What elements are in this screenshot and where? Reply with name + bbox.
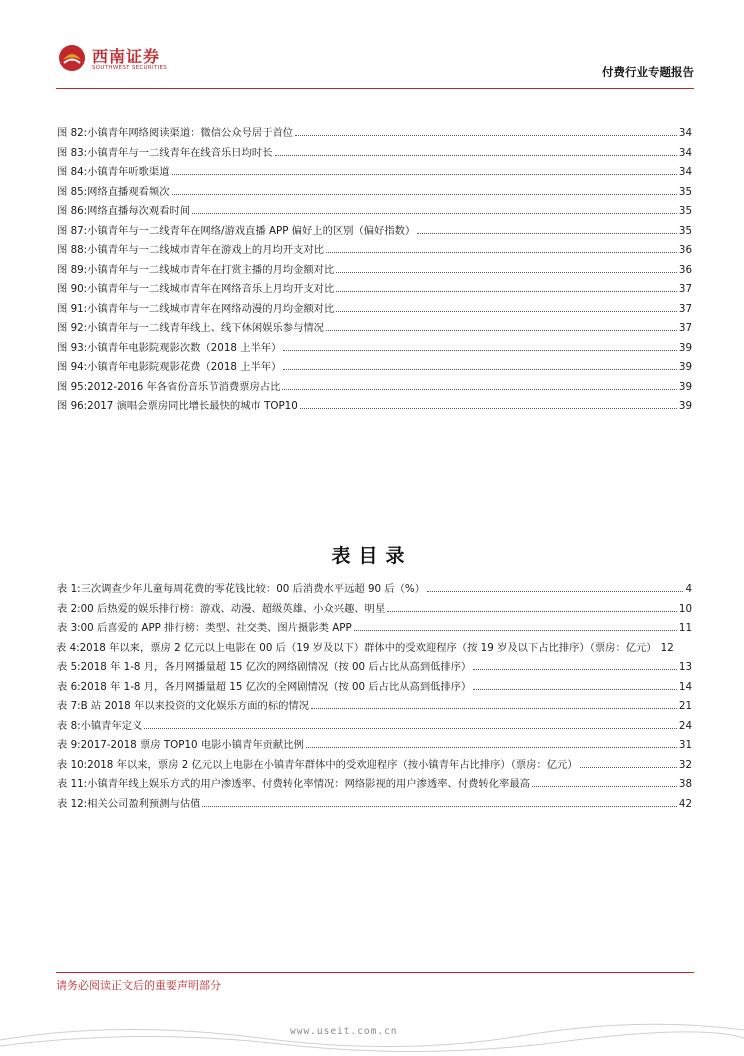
toc-entry-label: 表 8: bbox=[57, 719, 81, 732]
toc-entry-page: 39 bbox=[678, 341, 692, 354]
toc-entry-label: 表 10: bbox=[57, 758, 88, 771]
toc-entry-label: 图 91: bbox=[57, 302, 88, 315]
toc-entry-page: 37 bbox=[678, 283, 692, 295]
toc-entry-title: 小镇青年与一二线青年在网络/游戏直播 APP 偏好上的区别（偏好指数） bbox=[87, 224, 416, 237]
toc-entry-title: 小镇青年听歌渠道 bbox=[87, 166, 170, 178]
toc-entry-label: 表 4: bbox=[56, 641, 80, 654]
toc-leader-dots bbox=[326, 241, 677, 253]
toc-entry-page: 35 bbox=[678, 205, 692, 217]
toc-leader-dots bbox=[354, 619, 677, 631]
toc-entry-label: 表 6: bbox=[57, 680, 81, 693]
toc-leader-dots bbox=[336, 280, 677, 292]
toc-entry-page: 14 bbox=[678, 680, 692, 693]
toc-entry-page: 12 bbox=[660, 641, 674, 654]
toc-entry-page: 39 bbox=[678, 400, 692, 412]
toc-entry[interactable] bbox=[56, 756, 692, 776]
toc-leader-dots bbox=[144, 717, 677, 729]
toc-entry-title: 2018 年 1-8 月，各月网播量超 15 亿次的网络剧情况（按 00 后占比从高到低排序） bbox=[80, 661, 472, 673]
toc-entry[interactable] bbox=[56, 678, 692, 698]
toc-entry[interactable] bbox=[56, 280, 692, 300]
toc-entry-label: 图 83: bbox=[57, 146, 88, 159]
toc-entry-label: 图 95: bbox=[57, 380, 88, 393]
toc-entry[interactable] bbox=[56, 241, 692, 261]
toc-entry-label: 表 3: bbox=[57, 622, 81, 634]
toc-entry[interactable] bbox=[56, 124, 692, 144]
toc-entry-label: 图 90: bbox=[57, 283, 88, 295]
toc-leader-dots bbox=[427, 580, 683, 592]
toc-entry-title: 小镇青年与一二线城市青年在打赏主播的月均金额对比 bbox=[87, 263, 335, 276]
toc-entry-title: 2018 年以来，票房 2 亿元以上电影在 00 后（19 岁及以下）群体中的受欢迎程序（按 19 岁及以下占比排序）（票 bbox=[79, 641, 606, 654]
toc-entry[interactable] bbox=[56, 580, 692, 600]
toc-entry[interactable] bbox=[56, 163, 692, 183]
toc-entry-title: B 站 2018 年以来投资的文化娱乐方面的标的情况 bbox=[80, 700, 310, 712]
toc-entry[interactable] bbox=[56, 183, 692, 203]
toc-leader-dots bbox=[532, 775, 677, 787]
company-logo bbox=[56, 42, 206, 82]
toc-entry[interactable] bbox=[56, 736, 692, 756]
toc-leader-dots bbox=[275, 144, 677, 156]
watermark bbox=[0, 1000, 744, 1052]
logo-text-cn: 西南证券 bbox=[92, 47, 161, 66]
toc-leader-dots bbox=[282, 378, 676, 390]
toc-leader-dots bbox=[311, 697, 677, 709]
toc-entry-title: 小镇青年与一二线城市青年在网络音乐上月均开支对比 bbox=[87, 283, 335, 295]
toc-entry-page: 38 bbox=[678, 778, 692, 790]
toc-entry-page: 21 bbox=[678, 700, 692, 712]
toc-entry-page: 13 bbox=[678, 661, 692, 673]
toc-entry-page: 39 bbox=[678, 361, 692, 373]
toc-entry-page: 42 bbox=[678, 797, 692, 810]
toc-entry-label: 图 85: bbox=[57, 185, 88, 198]
toc-entry-title: 2017-2018 票房 TOP10 电影小镇青年贡献比例 bbox=[80, 739, 304, 751]
toc-entry[interactable] bbox=[56, 202, 692, 222]
toc-entry-title: 2018 年以来，票房 2 亿元以上电影在小镇青年群体中的受欢迎程序（按小镇青年占比排序）（票房：亿元） bbox=[87, 758, 578, 771]
toc-entry-title-cont: 房：亿元） bbox=[605, 641, 657, 654]
toc-leader-dots bbox=[387, 600, 677, 612]
toc-entry[interactable] bbox=[56, 775, 692, 795]
toc-entry-title: 2018 年 1-8 月，各月网播量超 15 亿次的全网剧情况（按 00 后占比从高到低排序） bbox=[80, 680, 472, 693]
toc-entry-title: 00 后热爱的娱乐排行榜：游戏、动漫、超级英雄、小众兴趣、明星 bbox=[80, 602, 386, 615]
toc-leader-dots bbox=[202, 795, 676, 807]
toc-entry-label: 表 9: bbox=[57, 739, 81, 751]
toc-entry[interactable] bbox=[56, 300, 692, 320]
toc-entry-label: 表 11: bbox=[57, 778, 88, 790]
toc-entry-label: 表 5: bbox=[57, 661, 81, 673]
toc-leader-dots bbox=[306, 736, 677, 748]
toc-entry-title: 2017 演唱会票房同比增长最快的城市 TOP10 bbox=[87, 400, 298, 412]
figure-list bbox=[56, 124, 692, 417]
toc-leader-dots bbox=[283, 358, 677, 370]
toc-entry-title: 小镇青年网络阅读渠道：微信公众号居于首位 bbox=[87, 127, 294, 139]
toc-entry-title: 网络直播每次观看时间 bbox=[87, 205, 191, 217]
toc-entry-page: 37 bbox=[678, 322, 692, 334]
toc-entry-title: 小镇青年与一二线城市青年在网络动漫的月均金额对比 bbox=[87, 302, 335, 315]
toc-entry-label: 表 2: bbox=[57, 602, 81, 615]
toc-entry[interactable] bbox=[56, 397, 692, 417]
toc-entry[interactable] bbox=[56, 144, 692, 164]
toc-leader-dots bbox=[172, 183, 677, 195]
report-title: 付费行业专题报告 bbox=[602, 65, 694, 79]
toc-entry-title: 小镇青年与一二线青年在线音乐日均时长 bbox=[87, 146, 273, 159]
toc-entry[interactable] bbox=[56, 358, 692, 378]
toc-entry[interactable] bbox=[56, 319, 692, 339]
toc-entry-page: 39 bbox=[678, 380, 692, 393]
toc-entry-title: 小镇青年电影院观影花费（2018 上半年） bbox=[87, 361, 282, 373]
toc-entry-label: 图 88: bbox=[57, 244, 88, 256]
toc-entry-title: 小镇青年电影院观影次数（2018 上半年） bbox=[87, 341, 282, 354]
page-header bbox=[56, 40, 696, 88]
toc-entry[interactable] bbox=[56, 222, 692, 242]
toc-entry-label: 图 84: bbox=[57, 166, 88, 178]
toc-entry-page: 32 bbox=[678, 758, 692, 771]
section-title-tables: 表目录 bbox=[331, 545, 413, 567]
footer-disclaimer: 请务必阅读正文后的重要声明部分 bbox=[56, 979, 221, 992]
toc-entry[interactable] bbox=[56, 717, 692, 737]
toc-entry-label: 表 7: bbox=[57, 700, 81, 712]
toc-entry-title: 小镇青年与一二线青年线上、线下休闲娱乐参与情况 bbox=[87, 322, 324, 334]
toc-entry-title: 小镇青年与一二线城市青年在游戏上的月均开支对比 bbox=[87, 244, 324, 256]
toc-entry-label: 图 96: bbox=[57, 400, 88, 412]
toc-leader-dots bbox=[473, 658, 677, 670]
toc-entry-page: 37 bbox=[678, 302, 692, 315]
toc-entry-page: 35 bbox=[678, 224, 692, 237]
toc-entry-label: 图 82: bbox=[57, 127, 88, 139]
toc-entry-label: 表 1: bbox=[57, 583, 81, 595]
toc-entry-label: 图 86: bbox=[57, 205, 88, 217]
toc-leader-dots bbox=[172, 163, 677, 175]
toc-entry-title: 00 后喜爱的 APP 排行榜：类型、社交类、图片摄影类 APP bbox=[80, 622, 352, 634]
toc-entry-page: 34 bbox=[678, 146, 692, 159]
logo-emblem-icon bbox=[58, 44, 86, 72]
table-list bbox=[56, 580, 692, 814]
header-divider bbox=[56, 88, 694, 89]
toc-entry-page: 36 bbox=[678, 263, 692, 276]
toc-entry-title: 小镇青年线上娱乐方式的用户渗透率、付费转化率情况：网络影视的用户渗透率、付费转化率最高 bbox=[87, 778, 530, 790]
toc-leader-dots bbox=[336, 261, 677, 273]
toc-leader-dots bbox=[336, 300, 677, 312]
toc-leader-dots bbox=[580, 756, 677, 768]
toc-entry-page: 11 bbox=[678, 622, 692, 634]
toc-entry-title: 2012-2016 年各省份音乐节消费票房占比 bbox=[87, 380, 281, 393]
toc-entry-page: 24 bbox=[678, 719, 692, 732]
toc-leader-dots bbox=[192, 202, 677, 214]
toc-entry[interactable] bbox=[56, 261, 692, 281]
toc-entry-title: 小镇青年定义 bbox=[80, 719, 143, 732]
toc-entry[interactable] bbox=[56, 697, 692, 717]
footer-divider bbox=[56, 972, 694, 973]
toc-leader-dots bbox=[326, 319, 677, 331]
watermark-url: www.useit.com.cn bbox=[290, 1026, 398, 1037]
toc-leader-dots bbox=[300, 397, 677, 409]
toc-leader-dots bbox=[283, 339, 677, 351]
toc-entry-page: 4 bbox=[685, 583, 692, 595]
toc-entry-label: 表 12: bbox=[57, 797, 88, 810]
toc-entry[interactable] bbox=[56, 795, 692, 815]
logo-text-en: SOUTHWEST SECURITIES bbox=[92, 65, 168, 71]
toc-entry-page: 10 bbox=[678, 602, 692, 615]
toc-entry[interactable] bbox=[56, 378, 692, 398]
toc-entry[interactable] bbox=[56, 639, 692, 659]
toc-entry-label: 图 89: bbox=[57, 263, 88, 276]
toc-entry-page: 34 bbox=[678, 166, 692, 178]
toc-entry[interactable] bbox=[56, 600, 692, 620]
toc-entry-page: 31 bbox=[678, 739, 692, 751]
toc-entry-label: 图 93: bbox=[57, 341, 88, 354]
toc-entry-page: 35 bbox=[678, 185, 692, 198]
toc-entry-title: 相关公司盈利预测与估值 bbox=[87, 797, 201, 810]
toc-entry-page: 36 bbox=[678, 244, 692, 256]
toc-entry-page: 34 bbox=[678, 127, 692, 139]
toc-entry[interactable] bbox=[56, 339, 692, 359]
toc-entry-label: 图 92: bbox=[57, 322, 88, 334]
toc-entry-label: 图 87: bbox=[57, 224, 88, 237]
toc-leader-dots bbox=[473, 678, 677, 690]
toc-entry[interactable] bbox=[56, 619, 692, 639]
toc-leader-dots bbox=[417, 222, 677, 234]
toc-entry[interactable] bbox=[56, 658, 692, 678]
toc-entry-title: 网络直播观看频次 bbox=[87, 185, 170, 198]
toc-entry-label: 图 94: bbox=[57, 361, 88, 373]
toc-leader-dots bbox=[295, 124, 677, 136]
toc-entry-title: 三次调查少年儿童每周花费的零花钱比较：00 后消费水平远超 90 后（%） bbox=[80, 583, 426, 595]
